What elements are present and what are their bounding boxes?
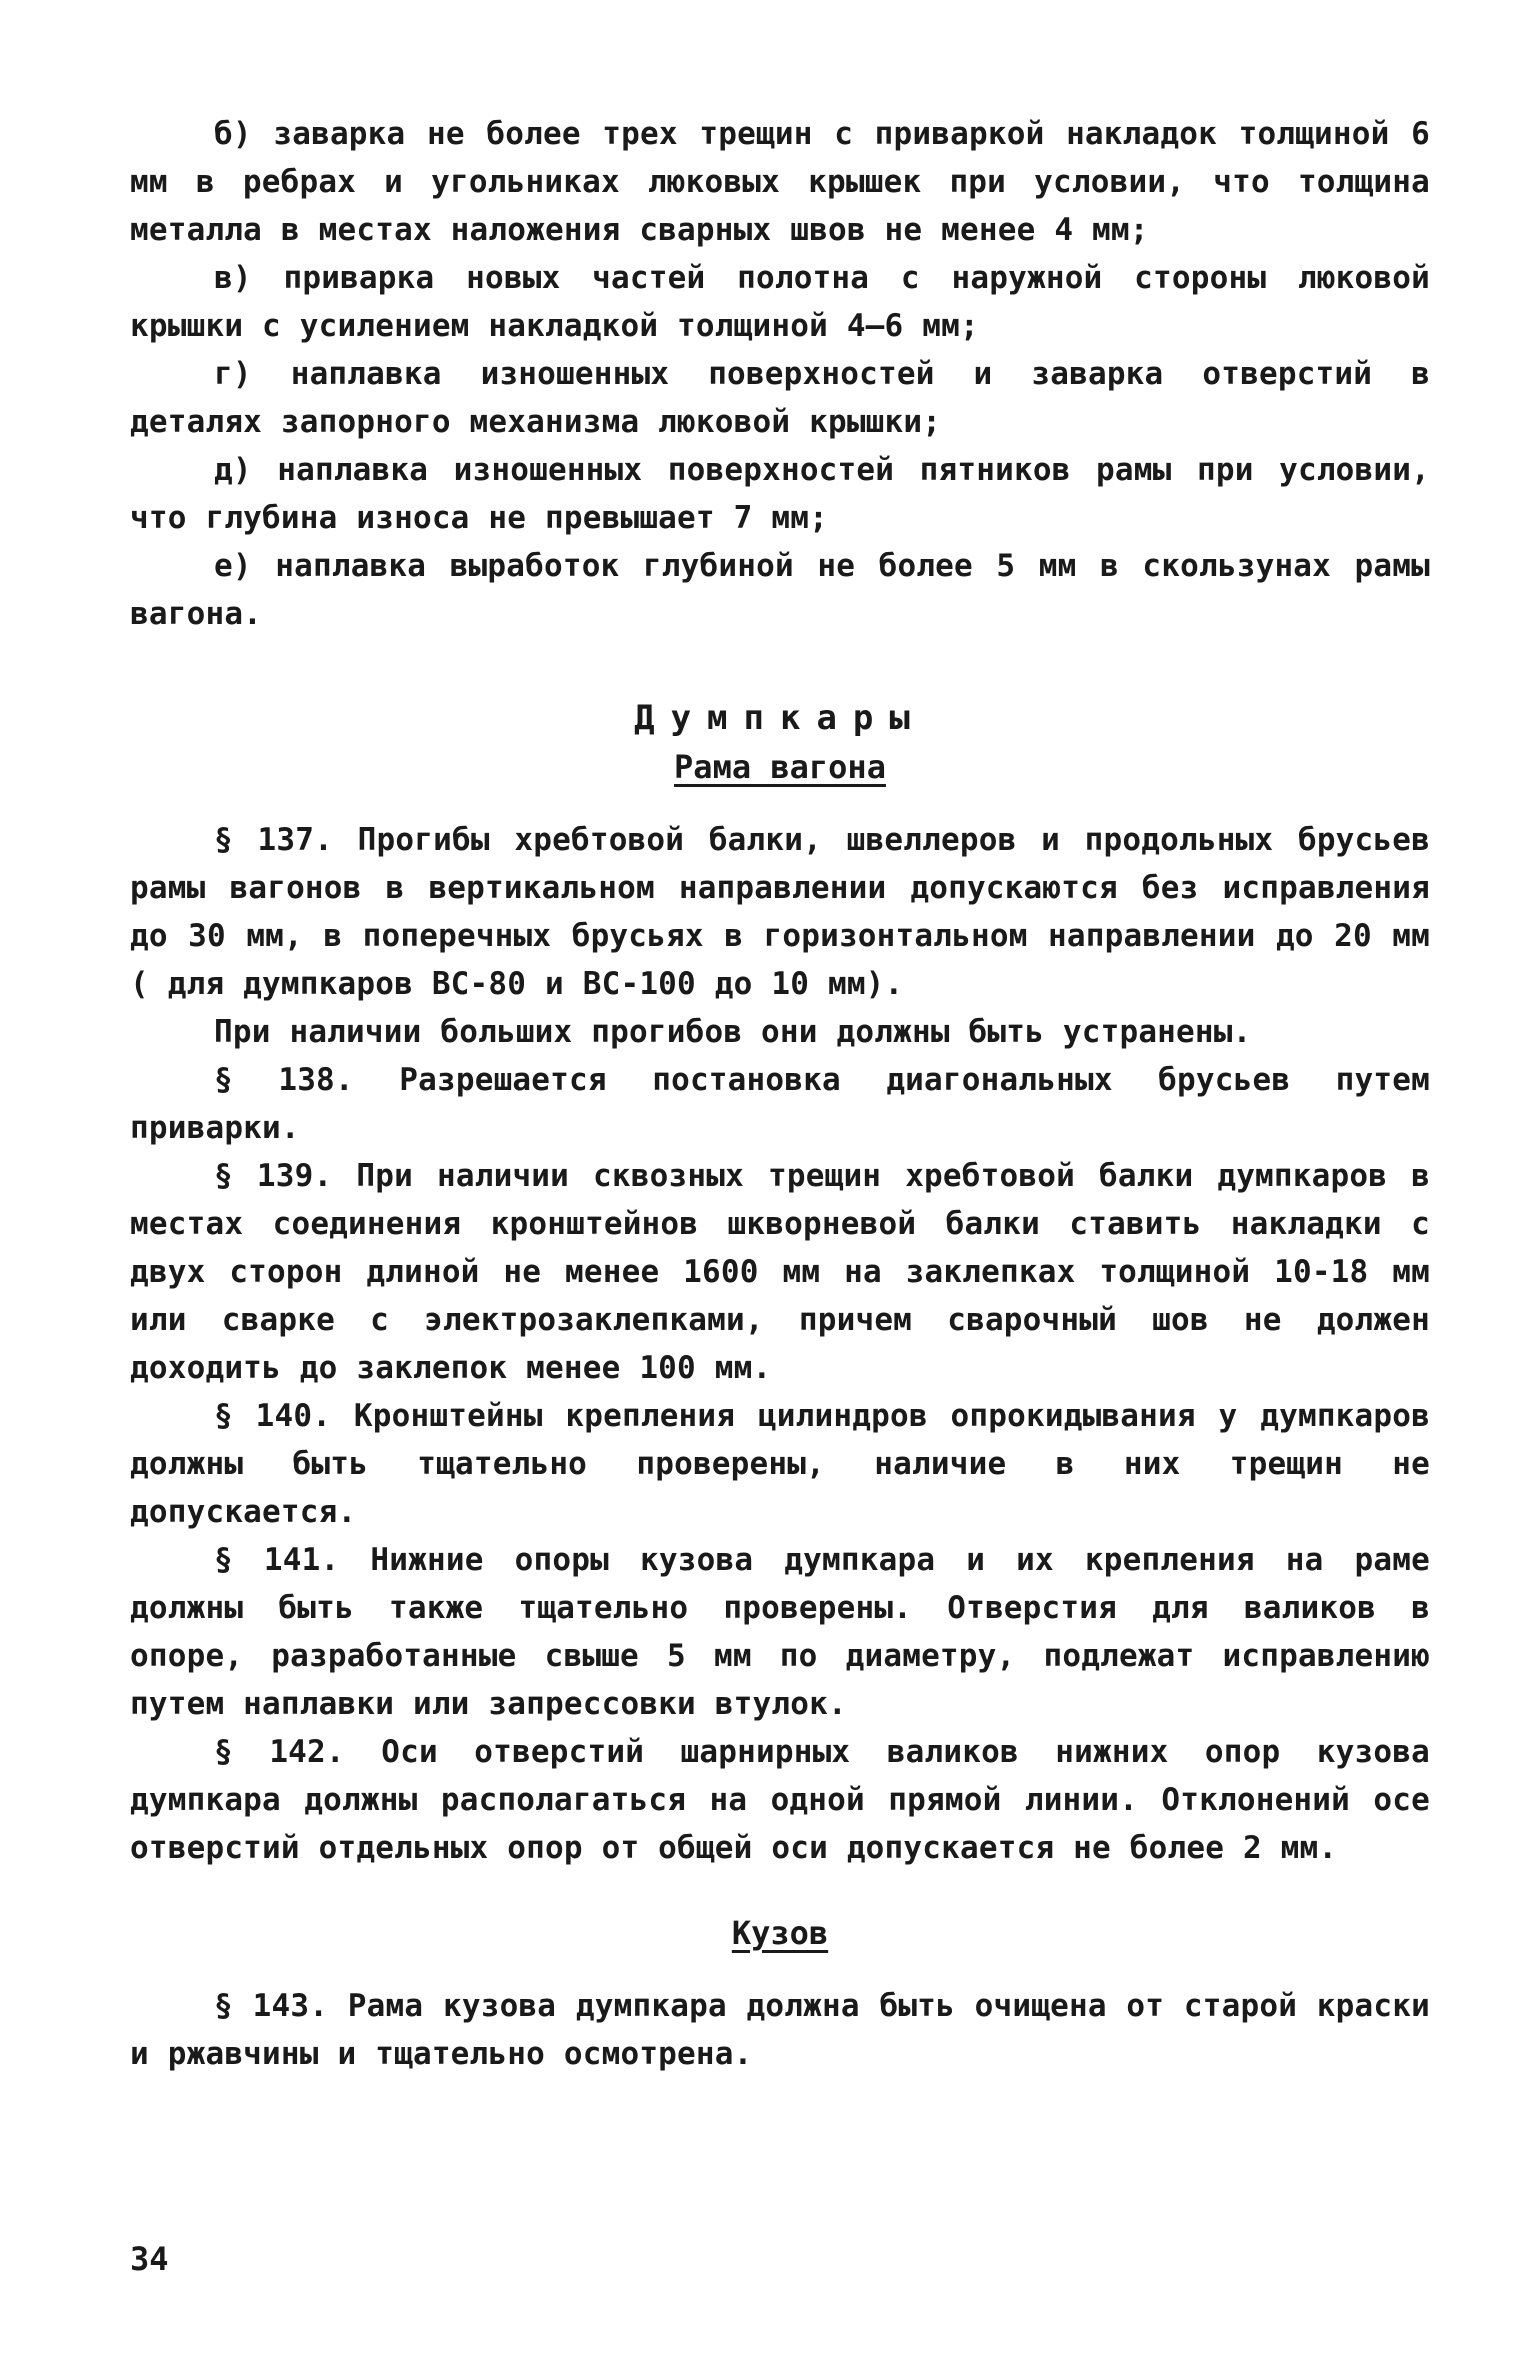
subsection-title-body-text: Кузов (731, 1914, 829, 1952)
paragraph-137-note: При наличии больших прогибов они должны быть устранены. (214, 1014, 1252, 1050)
paragraph-143: § 143. Рама кузова думпкара должна быть очищена от старой краски и ржавчины и тщательно осмотрена. (130, 1988, 1430, 2072)
paragraph-b: б) заварка не более трех трещин с приваркой накладок толщиной 6 мм в ребрах и угольниках люковых крышек при условии, что толщина металла в местах наложения сварных швов не менее 4 мм; (130, 116, 1430, 248)
paragraph-142: § 142. Оси отверстий шарнирных валиков нижних опор кузова думпкара должны располагаться на одной прямой линии. Отклонений осе отверстий отдельных опор от общей оси допускается не более 2 мм. (130, 1734, 1430, 1866)
paragraph-v: в) приварка новых частей полотна с наружной стороны люковой крышки с усилением накладкой толщиной 4–6 мм; (130, 260, 1430, 344)
subsection-title-frame (130, 748, 1430, 786)
paragraph-d: д) наплавка изношенных поверхностей пятников рамы при условии, что глубина износа не превышает 7 мм; (130, 452, 1430, 536)
page-number: 34 (130, 2240, 169, 2278)
paragraph-140: § 140. Кронштейны крепления цилиндров опрокидывания у думпкаров должны быть тщательно проверены, наличие в них трещин не допускается. (130, 1398, 1430, 1530)
paragraph-e: е) наплавка выработок глубиной не более 5 мм в скользунах рамы вагона. (130, 548, 1430, 632)
subsection-title-frame-text: Рама вагона (674, 748, 886, 786)
paragraph-137: § 137. Прогибы хребтовой балки, швеллеров и продольных брусьев рамы вагонов в вертикальном направлении допускаются без исправления до 30 мм, в поперечных брусьях в горизонтальном направлении до 20 мм ( для думпкаров ВС-80 и ВС-100 до 10 мм). (130, 822, 1430, 1002)
paragraph-139: § 139. При наличии сквозных трещин хребтовой балки думпкаров в местах соединения кронштейнов шкворневой балки ставить накладки с двух сторон длиной не менее 1600 мм на заклепках толщиной 10-18 мм или сварке с электрозаклепками, причем сварочный шов не должен доходить до заклепок менее 100 мм. (130, 1158, 1430, 1386)
subsection-title-body (130, 1914, 1430, 1952)
section-title: Думпкары (634, 698, 926, 738)
paragraph-g: г) наплавка изношенных поверхностей и заварка отверстий в деталях запорного механизма люковой крышки; (130, 356, 1430, 440)
document-page (130, 110, 1430, 2078)
paragraph-141: § 141. Нижние опоры кузова думпкара и их крепления на раме должны быть также тщательно проверены. Отверстия для валиков в опоре, разработанные свыше 5 мм по диаметру, подлежат исправлению путем наплавки или запрессовки втулок. (130, 1542, 1430, 1722)
paragraph-138: § 138. Разрешается постановка диагональных брусьев путем приварки. (130, 1062, 1430, 1146)
